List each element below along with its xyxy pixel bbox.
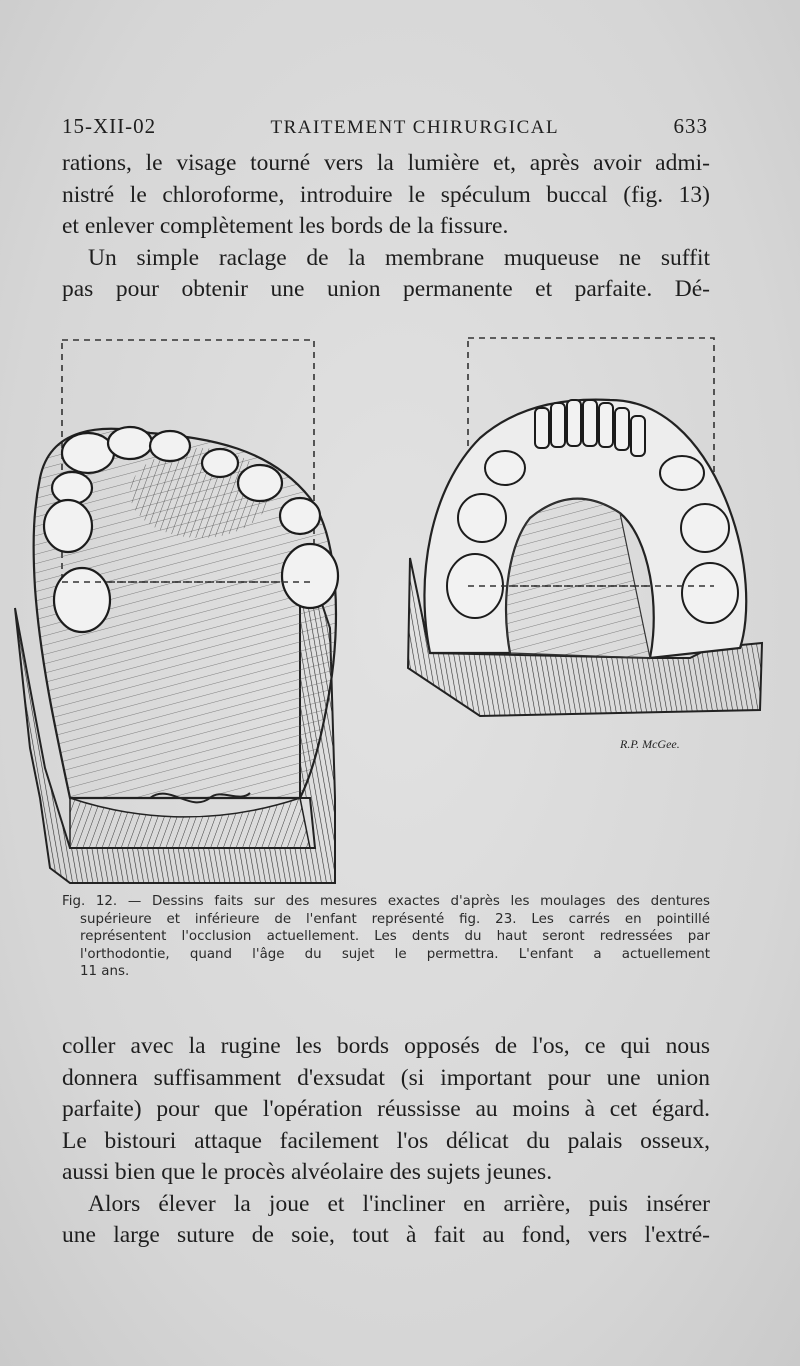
- figure-caption: [62, 893, 710, 981]
- text-line: nistré le chloroforme, introduire le spéculum buccal (fig. 13): [62, 181, 710, 208]
- running-header: [62, 114, 708, 139]
- caption-line: 11 ans.: [80, 964, 130, 979]
- caption-line: supérieure et inférieure de l'enfant représenté fig. 23. Les carrés en pointillé: [80, 911, 710, 927]
- header-title: TRAITEMENT CHIRURGICAL: [270, 117, 560, 138]
- lower-dental-cast: [408, 338, 762, 751]
- page-number: 633: [673, 114, 708, 138]
- text-line: aussi bien que le procès alvéolaire des sujets jeunes.: [62, 1159, 553, 1185]
- paragraph-bottom: [62, 1031, 710, 1252]
- text-line: et enlever complètement les bords de la fissure.: [62, 213, 509, 239]
- text-line: donnera suffisamment d'exsudat (si important pour une union: [62, 1064, 710, 1091]
- text-line: parfaite) pour que l'opération réussisse au moins à cet égard.: [62, 1096, 710, 1122]
- artist-signature: R.P. McGee.: [620, 737, 680, 751]
- text-line: Le bistouri attaque facilement l'os délicat du palais osseux,: [62, 1127, 710, 1154]
- text-line: Alors élever la joue et l'incliner en arrière, puis insérer: [88, 1190, 710, 1217]
- text-line: Un simple raclage de la membrane muqueuse ne suffit: [88, 244, 710, 271]
- text-line: coller avec la rugine les bords opposés de l'os, ce qui nous: [62, 1033, 710, 1059]
- text-line: pas pour obtenir une union permanente et parfaite. Dé-: [62, 276, 710, 302]
- caption-line: représentent l'occlusion actuellement. Les dents du haut seront redressées par: [80, 929, 710, 944]
- header-date: 15-XII-02: [62, 114, 157, 138]
- upper-dental-cast: [15, 340, 338, 883]
- paragraph-top: [62, 148, 710, 306]
- caption-line: l'orthodontie, quand l'âge du sujet le permettra. L'enfant a actuellement: [80, 946, 710, 962]
- dental-cast-figure: [10, 328, 770, 893]
- text-line: une large suture de soie, tout à fait au fond, vers l'extré-: [62, 1222, 710, 1248]
- caption-line: Fig. 12. — Dessins faits sur des mesures exactes d'après les moulages des dentures: [62, 894, 710, 909]
- text-line: rations, le visage tourné vers la lumière et, après avoir admi-: [62, 150, 710, 176]
